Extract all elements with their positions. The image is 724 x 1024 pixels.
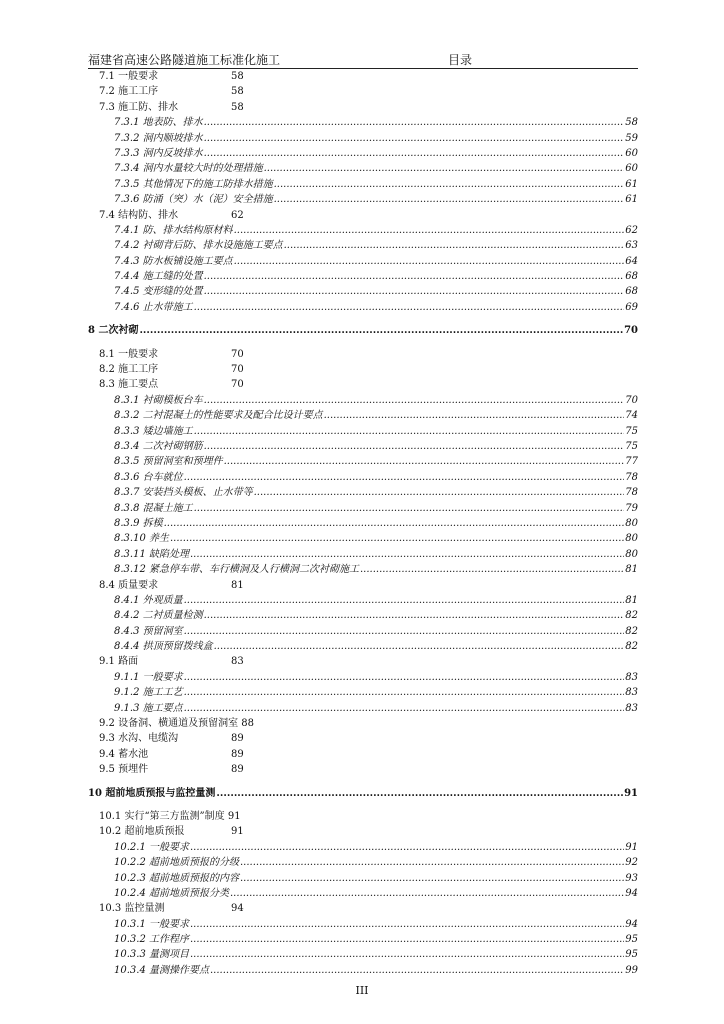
dot-leader [324, 408, 625, 423]
toc-entry-page: 82 [625, 641, 638, 653]
toc-entry-title: 8.4.2 二衬质量检测 [114, 610, 203, 622]
toc-entry-title: 8.3.8 混凝土施工 [114, 502, 193, 514]
toc-entry[interactable] [88, 323, 638, 338]
toc-entry-page: 80 [625, 548, 638, 560]
dot-leader [190, 932, 624, 947]
toc-entry-title: 8.3.12 紧急停车带、车行横洞及人行横洞二次衬砌施工 [114, 564, 359, 576]
toc-entry[interactable] [88, 932, 638, 947]
dot-leader [164, 516, 625, 531]
toc-entry[interactable] [88, 685, 638, 700]
toc-entry[interactable] [88, 284, 638, 299]
dot-leader [264, 161, 625, 176]
dot-leader [254, 485, 625, 500]
dot-leader [204, 608, 625, 623]
toc-entry-page: 79 [625, 502, 638, 514]
toc-entry-page: 89 [231, 733, 244, 745]
toc-entry-title: 7.3.4 洞内水量较大时的处理措施 [114, 163, 263, 175]
toc-entry-page: 81 [625, 564, 638, 576]
toc-entry[interactable] [88, 716, 638, 731]
dot-leader [184, 470, 625, 485]
toc-entry-page: 58 [231, 71, 244, 82]
toc-entry-title: 9.2 设备洞、横通道及预留洞室 88 [99, 718, 254, 730]
toc-entry[interactable] [88, 485, 638, 500]
dot-leader [194, 300, 625, 315]
dot-leader [184, 593, 625, 608]
toc-entry-page: 95 [625, 949, 638, 961]
toc-entry-page: 75 [625, 440, 638, 452]
dot-leader [190, 947, 624, 962]
toc-entry-title: 10.2 超前地质预报 [99, 826, 185, 838]
toc-entry-page: 68 [625, 286, 638, 298]
toc-entry-title: 8.4.1 外观质量 [114, 594, 183, 606]
toc-entry-page: 91 [624, 787, 638, 799]
toc-entry-title: 7.3.2 洞内顺坡排水 [114, 132, 203, 144]
toc-entry-title: 10.3.1 一般要求 [114, 918, 189, 930]
toc-entry-page: 60 [625, 163, 638, 175]
toc-entry[interactable] [88, 809, 638, 824]
toc-entry[interactable] [88, 269, 638, 284]
toc-entry-title: 9.1 路面 [99, 656, 139, 668]
toc-entry-page: 58 [231, 101, 244, 113]
toc-entry-page: 93 [625, 872, 638, 884]
dot-leader [204, 393, 625, 408]
toc-entry-title: 9.4 蓄水池 [99, 748, 149, 760]
dot-leader [184, 670, 625, 685]
dot-leader [204, 115, 625, 130]
toc-entry-page: 62 [625, 224, 638, 236]
toc-entry-title: 10.3.4 量测操作要点 [114, 964, 209, 976]
toc-entry[interactable] [88, 131, 638, 146]
table-of-contents [88, 69, 638, 978]
toc-entry-title: 7.2 施工工序 [99, 86, 159, 98]
toc-entry[interactable] [88, 562, 638, 577]
dot-leader [194, 501, 625, 516]
toc-entry[interactable] [88, 654, 638, 669]
toc-entry[interactable] [88, 192, 638, 207]
toc-entry-title: 10.2.4 超前地质预报分类 [114, 887, 229, 899]
toc-entry-page: 83 [625, 671, 638, 683]
dot-leader [284, 238, 625, 253]
toc-entry-title: 10 超前地质预报与监控量测 [88, 787, 216, 799]
toc-entry[interactable] [88, 161, 638, 176]
dot-leader [234, 254, 625, 269]
toc-entry-title: 8.3.11 缺陷处理 [114, 548, 189, 560]
toc-entry-title: 8.4 质量要求 [99, 579, 159, 591]
toc-entry-page: 83 [231, 656, 244, 668]
toc-entry-page: 99 [625, 964, 638, 976]
toc-entry[interactable] [88, 963, 638, 978]
toc-entry-page: 61 [625, 194, 638, 206]
toc-entry[interactable] [88, 531, 638, 546]
toc-entry-page: 58 [231, 86, 244, 98]
toc-entry[interactable] [88, 408, 638, 423]
toc-entry-title: 8.3.7 安装挡头模板、止水带等 [114, 487, 253, 499]
toc-entry-title: 10.3.3 量测项目 [114, 949, 189, 961]
toc-entry[interactable] [88, 731, 638, 746]
dot-leader [230, 886, 624, 901]
toc-entry[interactable] [88, 146, 638, 161]
toc-entry[interactable] [88, 115, 638, 130]
dot-leader [240, 855, 624, 870]
toc-entry[interactable] [88, 424, 638, 439]
toc-entry-title: 8.3.10 养生 [114, 533, 169, 545]
toc-entry-title: 7.3.5 其他情况下的施工防排水措施 [114, 178, 273, 190]
toc-entry-title: 9.1.1 一般要求 [114, 671, 183, 683]
toc-entry[interactable] [88, 439, 638, 454]
toc-entry[interactable] [88, 254, 638, 269]
toc-entry[interactable] [88, 501, 638, 516]
toc-entry[interactable] [88, 208, 638, 223]
toc-entry-page: 60 [625, 147, 638, 159]
toc-entry-page: 74 [625, 410, 638, 422]
toc-entry-title: 7.4.1 防、排水结构原材料 [114, 224, 233, 236]
toc-entry-title: 7.4 结构防、排水 [99, 209, 179, 221]
toc-entry-title: 8.3.9 拆模 [114, 517, 163, 529]
toc-entry[interactable] [88, 624, 638, 639]
toc-entry-page: 77 [625, 456, 638, 468]
toc-entry-title: 9.3 水沟、电缆沟 [99, 733, 179, 745]
toc-entry-title: 7.3.1 地表防、排水 [114, 117, 203, 129]
toc-entry[interactable] [88, 593, 638, 608]
toc-entry-title: 10.3 监控量测 [99, 903, 165, 915]
toc-entry-page: 59 [625, 132, 638, 144]
toc-entry[interactable] [88, 177, 638, 192]
toc-entry-title: 10.1 实行“第三方监测”制度 91 [99, 810, 241, 822]
toc-entry-title: 7.4.5 变形缝的处置 [114, 286, 203, 298]
toc-entry-page: 83 [625, 702, 638, 714]
toc-entry[interactable] [88, 578, 638, 593]
toc-entry-title: 10.2.2 超前地质预报的分级 [114, 857, 239, 869]
dot-leader [184, 624, 625, 639]
toc-entry-page: 95 [625, 934, 638, 946]
toc-entry-title: 7.3 施工防、排水 [99, 101, 179, 113]
toc-entry-page: 92 [625, 857, 638, 869]
toc-entry-page: 70 [625, 394, 638, 406]
toc-entry[interactable] [88, 871, 638, 886]
toc-entry-title: 8.3.2 二衬混凝土的性能要求及配合比设计要点 [114, 410, 323, 422]
toc-entry-title: 8.3.6 台车就位 [114, 471, 183, 483]
toc-entry[interactable] [88, 69, 638, 84]
dot-leader [184, 685, 625, 700]
toc-entry[interactable] [88, 84, 638, 99]
toc-entry-page: 89 [231, 748, 244, 760]
toc-entry[interactable] [88, 393, 638, 408]
toc-entry-title: 8.2 施工工序 [99, 364, 159, 376]
toc-entry[interactable] [88, 347, 638, 362]
toc-entry-title: 8.3 施工要点 [99, 379, 159, 391]
dot-leader [234, 223, 625, 238]
toc-entry[interactable] [88, 470, 638, 485]
dot-leader [204, 439, 625, 454]
toc-entry-page: 80 [625, 533, 638, 545]
dot-leader [360, 562, 624, 577]
toc-entry-page: 83 [625, 687, 638, 699]
toc-entry[interactable] [88, 608, 638, 623]
toc-entry[interactable] [88, 377, 638, 392]
toc-entry[interactable] [88, 947, 638, 962]
toc-entry-page: 69 [625, 301, 638, 313]
toc-entry-page: 78 [625, 487, 638, 499]
page-number: III [355, 984, 369, 997]
toc-entry-page: 94 [625, 918, 638, 930]
toc-entry-page: 63 [625, 240, 638, 252]
dot-leader [184, 701, 625, 716]
toc-entry[interactable] [88, 901, 638, 916]
toc-entry-page: 68 [625, 271, 638, 283]
toc-entry[interactable] [88, 670, 638, 685]
toc-entry-page: 70 [231, 348, 244, 360]
dot-leader [224, 454, 625, 469]
toc-entry-page: 91 [231, 826, 244, 838]
dot-leader [194, 424, 625, 439]
dot-leader [139, 323, 623, 338]
dot-leader [204, 269, 625, 284]
toc-entry-page: 81 [625, 594, 638, 606]
dot-leader [274, 177, 625, 192]
dot-leader [210, 963, 624, 978]
toc-entry-title: 8.3.3 矮边墙施工 [114, 425, 193, 437]
toc-entry-page: 82 [625, 610, 638, 622]
dot-leader [204, 131, 625, 146]
toc-entry-page: 81 [231, 579, 244, 591]
toc-entry-page: 62 [231, 209, 244, 221]
toc-entry-page: 70 [231, 364, 244, 376]
toc-entry-title: 8.3.5 预留洞室和预埋件 [114, 456, 223, 468]
toc-entry-title: 10.3.2 工作程序 [114, 934, 189, 946]
toc-entry-title: 10.2.3 超前地质预报的内容 [114, 872, 239, 884]
toc-entry[interactable] [88, 747, 638, 762]
toc-entry-page: 94 [231, 903, 244, 915]
dot-leader [274, 192, 625, 207]
toc-entry-title: 7.4.4 施工缝的处置 [114, 271, 203, 283]
toc-entry-title: 9.5 预埋件 [99, 764, 149, 776]
dot-leader [240, 871, 624, 886]
toc-entry[interactable] [88, 762, 638, 777]
toc-entry-title: 7.3.3 洞内反坡排水 [114, 147, 203, 159]
toc-entry-title: 8.1 一般要求 [99, 348, 159, 360]
toc-entry-page: 82 [625, 625, 638, 637]
toc-entry-title: 8.3.1 衬砌模板台车 [114, 394, 203, 406]
toc-entry-title: 10.2.1 一般要求 [114, 841, 189, 853]
toc-entry-title: 7.4.6 止水带施工 [114, 301, 193, 313]
toc-entry-title: 9.1.3 施工要点 [114, 702, 183, 714]
toc-entry-title: 7.4.2 衬砌背后防、排水设施施工要点 [114, 240, 283, 252]
dot-leader [204, 146, 625, 161]
toc-entry-title: 8.4.3 预留洞室 [114, 625, 183, 637]
toc-entry-page: 94 [625, 887, 638, 899]
toc-entry[interactable] [88, 840, 638, 855]
toc-entry-page: 70 [624, 325, 638, 337]
toc-entry[interactable] [88, 100, 638, 115]
toc-entry-page: 70 [231, 379, 244, 391]
dot-leader [216, 786, 623, 801]
toc-entry[interactable] [88, 824, 638, 839]
toc-entry[interactable] [88, 639, 638, 654]
toc-entry[interactable] [88, 855, 638, 870]
toc-entry-page: 78 [625, 471, 638, 483]
toc-entry[interactable] [88, 886, 638, 901]
toc-entry[interactable] [88, 547, 638, 562]
toc-entry[interactable] [88, 701, 638, 716]
toc-entry-title: 8.4.4 拱顶预留拨线盒 [114, 641, 213, 653]
section-title: 目录 [448, 53, 473, 67]
toc-entry-title: 9.1.2 施工工艺 [114, 687, 183, 699]
toc-entry[interactable] [88, 786, 638, 801]
dot-leader [190, 547, 624, 562]
dot-leader [214, 639, 625, 654]
toc-entry[interactable] [88, 362, 638, 377]
toc-entry-page: 64 [625, 255, 638, 267]
toc-entry-page: 91 [625, 841, 638, 853]
toc-entry[interactable] [88, 238, 638, 253]
toc-entry[interactable] [88, 223, 638, 238]
toc-entry-page: 89 [231, 764, 244, 776]
toc-entry-page: 80 [625, 517, 638, 529]
toc-entry-title: 7.4.3 防水板铺设施工要点 [114, 255, 233, 267]
dot-leader [170, 531, 624, 546]
toc-entry-title: 8.3.4 二次衬砌钢筋 [114, 440, 203, 452]
page-header [88, 52, 638, 69]
toc-entry[interactable] [88, 516, 638, 531]
toc-entry[interactable] [88, 300, 638, 315]
toc-entry-page: 61 [625, 178, 638, 190]
dot-leader [190, 917, 624, 932]
dot-leader [204, 284, 625, 299]
toc-entry-page: 58 [625, 117, 638, 129]
toc-entry-title: 8 二次衬砌 [88, 325, 139, 337]
toc-entry-title: 7.3.6 防涌（突）水（泥）安全措施 [114, 194, 273, 206]
document-title: 福建省高速公路隧道施工标准化施工 [88, 53, 281, 67]
toc-entry[interactable] [88, 454, 638, 469]
toc-entry-page: 75 [625, 425, 638, 437]
dot-leader [190, 840, 624, 855]
toc-entry[interactable] [88, 917, 638, 932]
toc-entry-title: 7.1 一般要求 [99, 71, 159, 82]
